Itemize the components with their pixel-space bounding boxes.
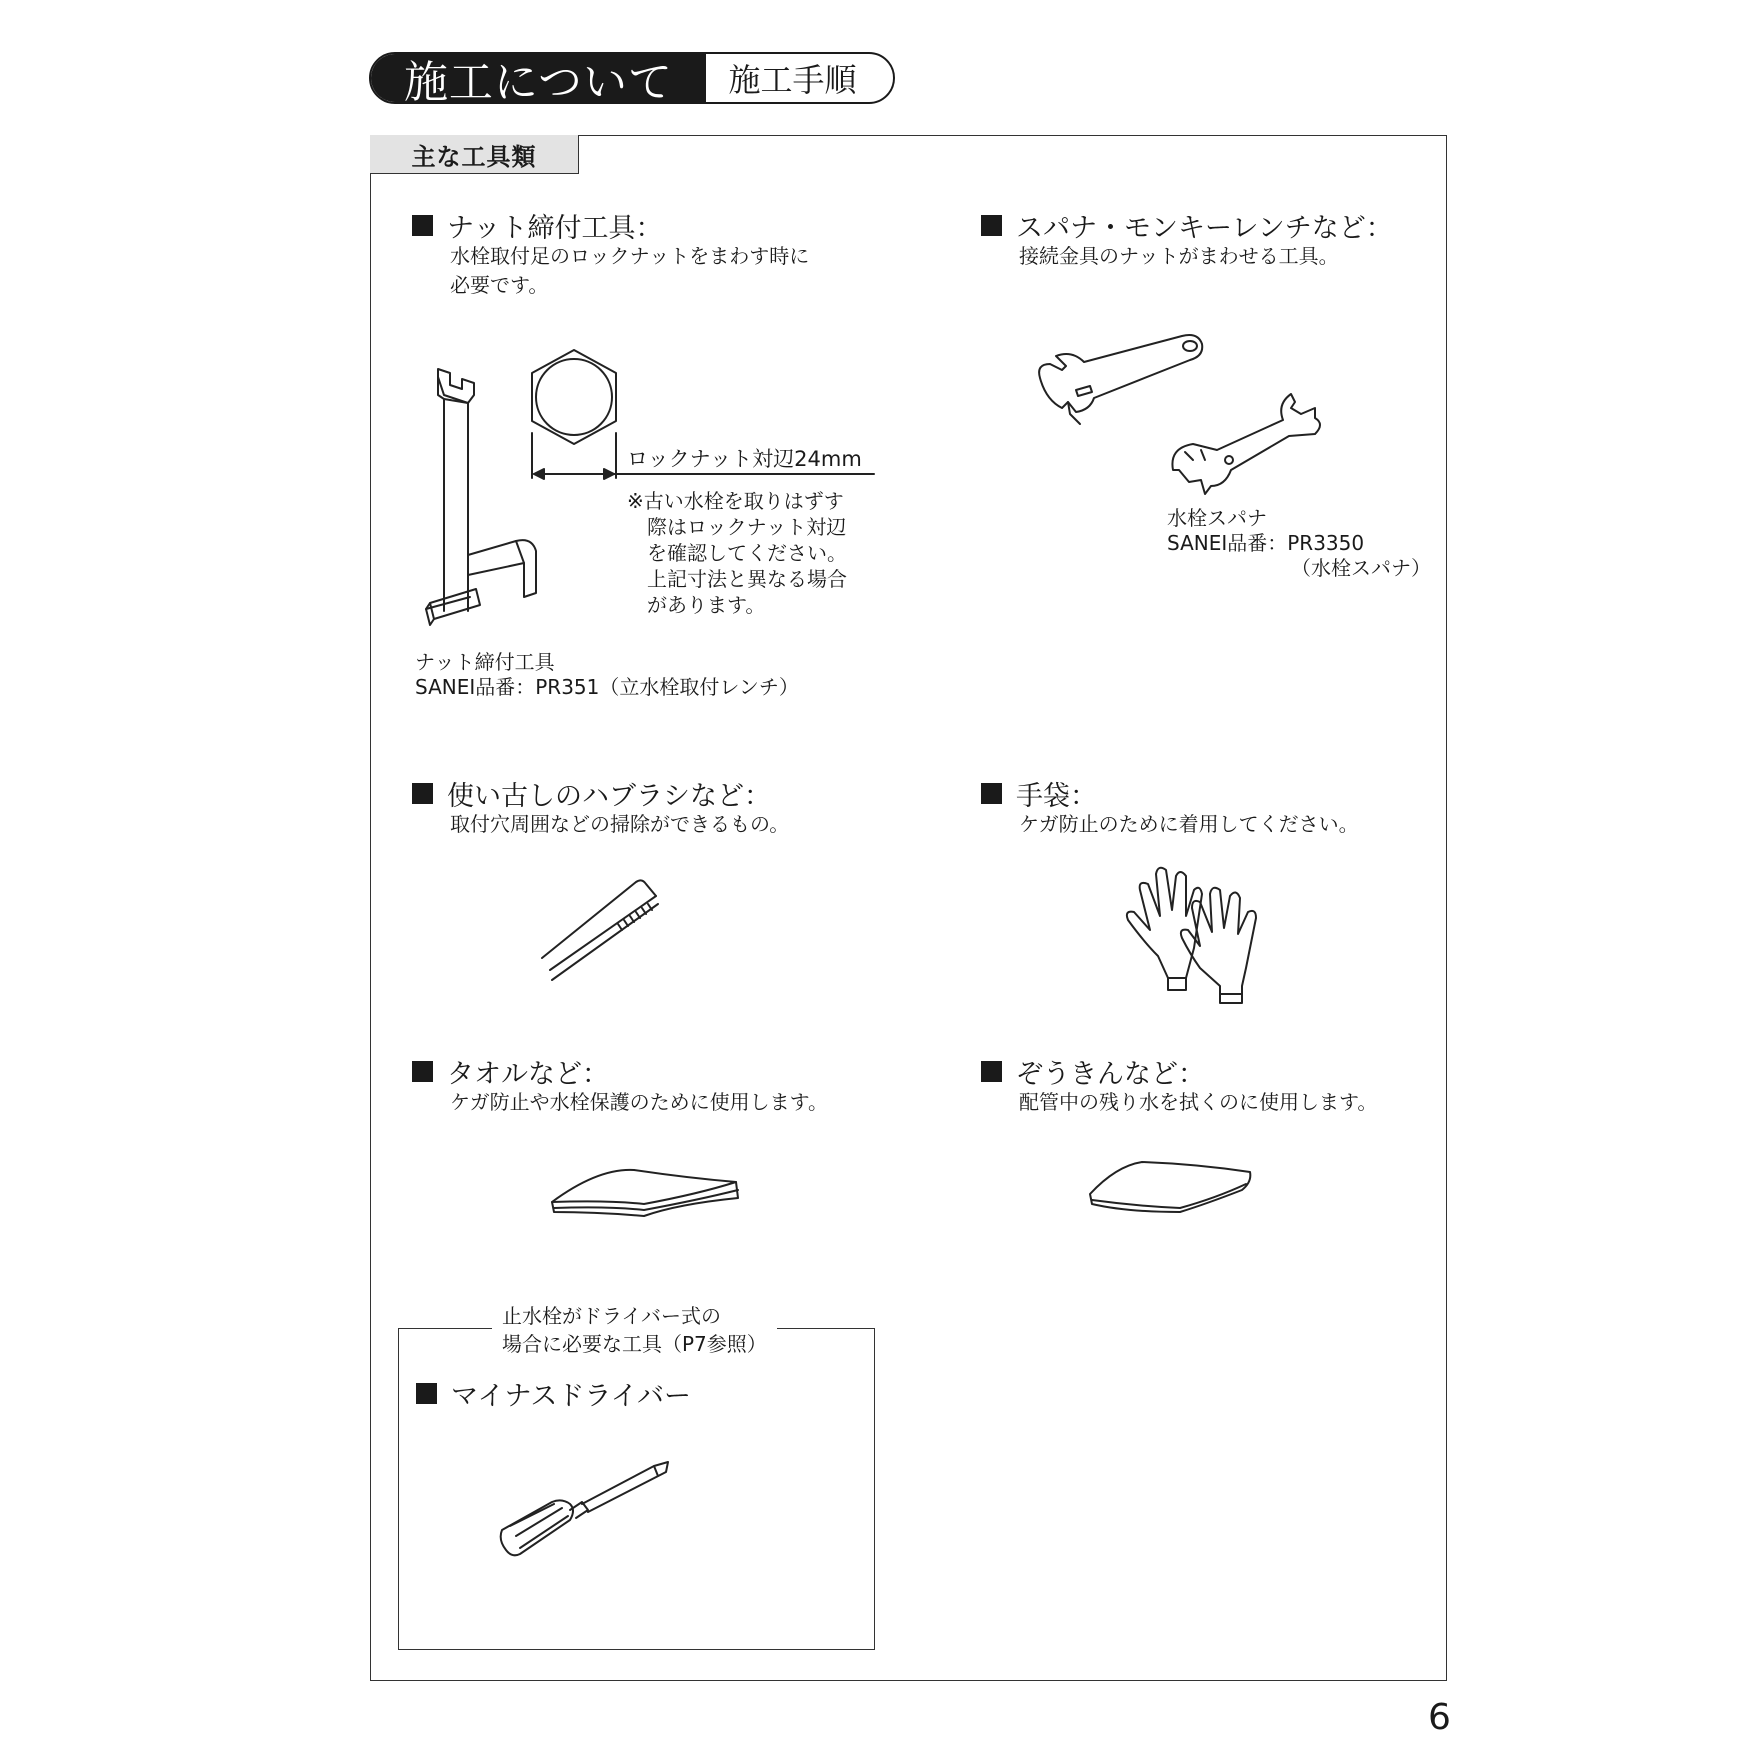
bullet-square-icon xyxy=(412,215,433,236)
gloves-icon xyxy=(1120,858,1260,1003)
caption-line: ナット締付工具 xyxy=(415,650,555,674)
section-rag-desc xyxy=(1019,1088,1377,1117)
section-driver-heading xyxy=(416,1374,691,1413)
section-spanner-desc xyxy=(1019,242,1339,271)
bullet-square-icon xyxy=(981,783,1002,804)
note-line: を確認してください。 xyxy=(647,541,847,565)
section-heading-text: 手袋： xyxy=(1016,781,1097,812)
rag-icon xyxy=(1086,1158,1256,1218)
faucet-spanner-icon xyxy=(1165,390,1330,500)
caption-line: （水栓スパナ） xyxy=(1291,556,1431,580)
section-heading-text: タオルなど： xyxy=(447,1059,609,1090)
label-line: 止水栓がドライバー式の xyxy=(502,1304,721,1328)
caption-line: SANEI品番：PR351（立水栓取付レンチ） xyxy=(415,675,799,699)
spanner-caption xyxy=(1167,506,1431,581)
bullet-square-icon xyxy=(981,1061,1002,1082)
caption-line: SANEI品番：PR3350 xyxy=(1167,531,1365,555)
bullet-square-icon xyxy=(416,1383,437,1404)
screwdriver-icon xyxy=(496,1458,676,1568)
section-nut-tool-heading xyxy=(412,206,662,245)
desc-line: ケガ防止のために着用してください。 xyxy=(1019,812,1359,836)
bullet-square-icon xyxy=(412,783,433,804)
nut-tool-caption xyxy=(415,650,799,700)
page-header xyxy=(369,52,895,104)
desc-line: 必要です。 xyxy=(450,273,549,297)
note-line: 際はロックナット対辺 xyxy=(647,515,847,539)
note-line: ※古い水栓を取りはずす xyxy=(627,489,844,513)
section-heading-text: 使い古しのハブラシなど： xyxy=(447,781,771,812)
note-line: 上記寸法と異なる場合 xyxy=(647,567,847,591)
driver-box-label xyxy=(492,1302,777,1358)
section-heading-text: ナット締付工具： xyxy=(447,213,663,244)
section-toothbrush-heading xyxy=(412,774,771,813)
bullet-square-icon xyxy=(981,215,1002,236)
section-gloves-desc xyxy=(1019,810,1359,839)
section-heading-text: マイナスドライバー xyxy=(451,1381,692,1412)
page-number: 6 xyxy=(1428,1697,1451,1738)
toothbrush-icon xyxy=(538,874,678,989)
section-toothbrush-desc xyxy=(450,810,789,839)
section-towel-heading xyxy=(412,1052,609,1091)
header-title: 施工について xyxy=(371,54,706,102)
tools-box-title: 主な工具類 xyxy=(370,135,579,174)
desc-line: ケガ防止や水栓保護のために使用します。 xyxy=(450,1090,828,1114)
header-subtitle: 施工手順 xyxy=(728,61,857,99)
desc-line: 配管中の残り水を拭くのに使用します。 xyxy=(1019,1090,1378,1114)
section-gloves-heading xyxy=(981,774,1097,813)
desc-line: 接続金具のナットがまわせる工具。 xyxy=(1019,244,1339,268)
section-nut-tool-desc xyxy=(450,242,809,300)
hex-nut-icon xyxy=(524,348,624,478)
nut-note xyxy=(627,488,847,618)
note-line: があります。 xyxy=(647,593,766,617)
towel-icon xyxy=(548,1164,742,1224)
dimension-label: ロックナット対辺24mm xyxy=(627,447,862,471)
section-towel-desc xyxy=(450,1088,828,1117)
desc-line: 水栓取付足のロックナットをまわす時に xyxy=(450,244,810,268)
bullet-square-icon xyxy=(412,1061,433,1082)
label-line: 場合に必要な工具（P7参照） xyxy=(502,1332,767,1356)
desc-line: 取付穴周囲などの掃除ができるもの。 xyxy=(450,812,790,836)
section-rag-heading xyxy=(981,1052,1205,1091)
section-heading-text: ぞうきんなど： xyxy=(1016,1059,1205,1090)
caption-line: 水栓スパナ xyxy=(1167,506,1267,530)
section-spanner-heading xyxy=(981,206,1393,245)
section-heading-text: スパナ・モンキーレンチなど： xyxy=(1016,213,1393,244)
